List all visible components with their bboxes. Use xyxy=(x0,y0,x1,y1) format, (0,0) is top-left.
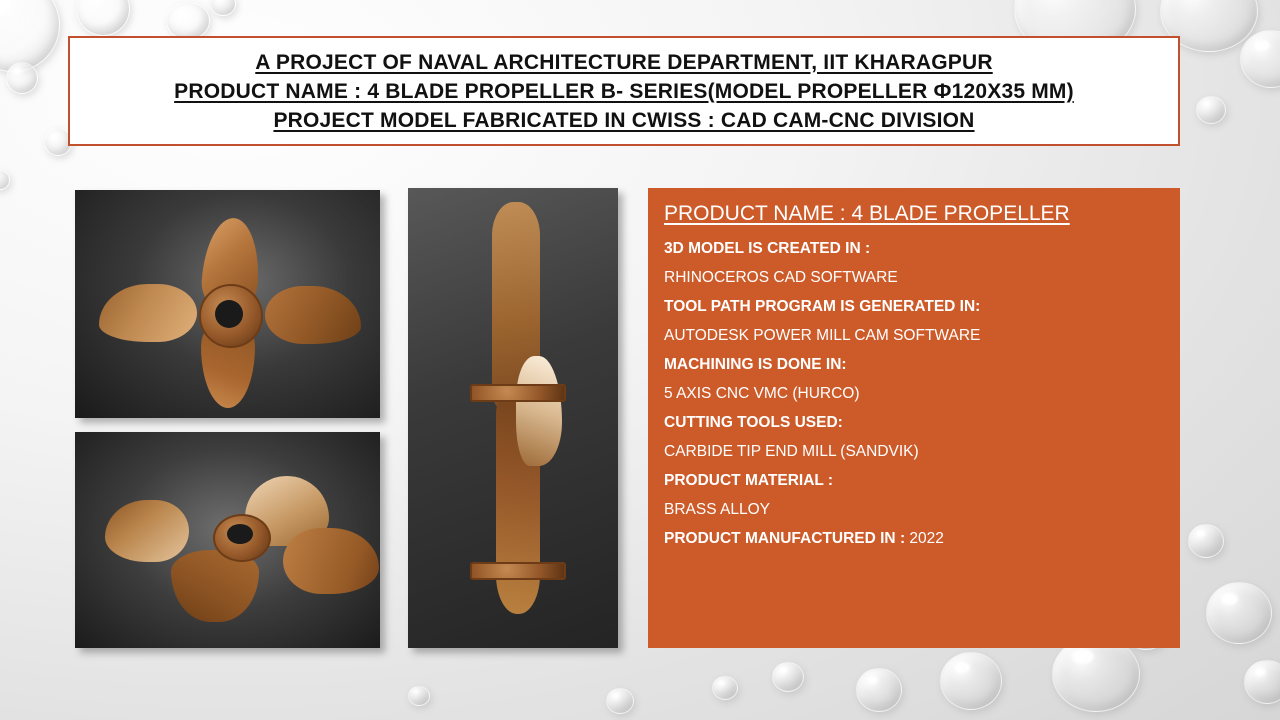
info-value: 2022 xyxy=(905,530,944,547)
water-drop-icon xyxy=(76,0,130,36)
info-value: AUTODESK POWER MILL CAM SOFTWARE xyxy=(664,327,981,344)
propeller-perspective-view-image xyxy=(75,432,380,648)
info-label: MACHINING IS DONE IN xyxy=(664,356,842,373)
info-separator: : xyxy=(860,240,871,257)
product-info-panel xyxy=(648,188,1180,648)
water-drop-icon xyxy=(856,668,902,712)
water-drop-icon xyxy=(0,0,60,72)
water-drop-icon xyxy=(772,662,804,692)
water-drop-icon xyxy=(1240,30,1280,88)
info-row xyxy=(664,528,1164,549)
info-row xyxy=(664,412,1164,433)
propeller-hub xyxy=(470,384,566,402)
propeller-blade xyxy=(105,500,189,562)
info-label: CUTTING TOOLS USED xyxy=(664,414,838,431)
info-row xyxy=(664,296,1164,317)
propeller-blade xyxy=(265,286,361,344)
info-separator: : xyxy=(823,472,834,489)
water-drop-icon xyxy=(712,676,738,700)
info-separator: : xyxy=(837,414,843,431)
info-label: PRODUCT MATERIAL xyxy=(664,472,824,489)
propeller-side-view-image xyxy=(408,188,618,648)
water-drop-icon xyxy=(606,688,634,714)
water-drop-icon xyxy=(6,62,38,94)
info-row xyxy=(664,470,1164,491)
info-row xyxy=(664,354,1164,375)
title-line-1: A PROJECT OF NAVAL ARCHITECTURE DEPARTMENT, IIT KHARAGPUR xyxy=(255,50,993,74)
info-row xyxy=(664,499,1164,520)
info-label: 3D MODEL IS CREATED IN xyxy=(664,240,861,257)
propeller-hub xyxy=(470,562,566,580)
info-separator: : xyxy=(975,298,981,315)
title-line-3: PROJECT MODEL FABRICATED IN CWISS : CAD CAM-CNC DIVISION xyxy=(273,108,975,132)
propeller-hub-bore xyxy=(215,300,243,328)
propeller-blade xyxy=(99,284,197,342)
title-line-2: PRODUCT NAME : 4 BLADE PROPELLER B- SERIES(MODEL PROPELLER Ф120X35 MM) xyxy=(174,79,1074,103)
info-separator: : xyxy=(895,530,906,547)
info-panel-heading: PRODUCT NAME : 4 BLADE PROPELLER xyxy=(664,202,1070,225)
water-drop-icon xyxy=(940,652,1002,710)
info-row xyxy=(664,325,1164,346)
info-row xyxy=(664,238,1164,259)
info-row xyxy=(664,383,1164,404)
water-drop-icon xyxy=(210,0,236,16)
water-drop-icon xyxy=(1244,660,1280,704)
propeller-blade xyxy=(283,528,379,594)
water-drop-icon xyxy=(1188,524,1224,558)
water-drop-icon xyxy=(1206,582,1272,644)
info-value: RHINOCEROS CAD SOFTWARE xyxy=(664,269,898,286)
water-drop-icon xyxy=(166,2,210,40)
info-separator: : xyxy=(841,356,847,373)
propeller-front-view-image xyxy=(75,190,380,418)
propeller-blade xyxy=(516,356,562,466)
propeller-hub-bore xyxy=(227,524,253,544)
water-drop-icon xyxy=(1196,96,1226,124)
info-value: 5 AXIS CNC VMC (HURCO) xyxy=(664,385,860,402)
info-label: PRODUCT MANUFACTURED IN xyxy=(664,530,896,547)
info-row xyxy=(664,441,1164,462)
info-value: BRASS ALLOY xyxy=(664,501,770,518)
water-drop-icon xyxy=(0,170,10,190)
title-box xyxy=(68,36,1180,146)
info-label: TOOL PATH PROGRAM IS GENERATED IN xyxy=(664,298,976,315)
water-drop-icon xyxy=(408,686,430,706)
info-row xyxy=(664,267,1164,288)
info-value: CARBIDE TIP END MILL (SANDVIK) xyxy=(664,443,919,460)
